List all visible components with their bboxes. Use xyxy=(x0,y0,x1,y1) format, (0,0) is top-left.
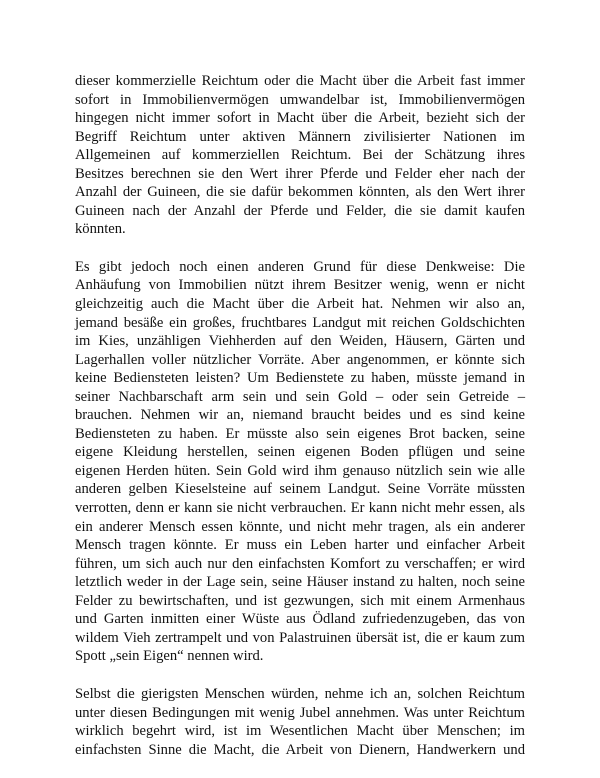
text-line: hingegen nicht immer sofort in Macht über die Arbeit, bezieht sich der xyxy=(75,110,525,127)
text-line: jemand besäße ein großes, fruchtbares Landgut mit reichen Goldschichten xyxy=(75,314,525,331)
text-line: Begriff Reichtum unter aktiven Männern zivilisierter Nationen im xyxy=(75,128,525,145)
text-line: keine Bediensteten leisten? Um Bedienstete zu haben, müsste jemand in xyxy=(75,370,525,387)
text-line: wildem Vieh zertrampelt und von Palastruinen übersät ist, die er kaum zum xyxy=(75,629,525,646)
text-line: Felder zu bewirtschaften, und ist gezwungen, sich mit einem Armenhaus xyxy=(75,592,525,609)
text-line: brauchen. Nehmen wir an, niemand braucht beides und es sind keine xyxy=(75,407,525,424)
text-line: ein anderer Mensch essen könnte, und nicht mehr tragen, als ein anderer xyxy=(75,518,525,535)
text-line: unter diesen Bedingungen mit wenig Jubel annehmen. Was unter Reichtum xyxy=(75,704,525,721)
text-line: verrotten, denn er kann sie nicht verbrauchen. Er kann nicht mehr essen, als xyxy=(75,500,525,517)
text-line: eigene Kleidung herstellen, seinen eigenen Boden pflügen und seine xyxy=(75,444,525,461)
text-line: im Kies, unzähligen Viehherden auf den Weiden, Häusern, Gärten und xyxy=(75,333,525,350)
text-line: könnten. xyxy=(75,221,126,238)
text-line: sofort in Immobilienvermögen umwandelbar ist, Immobilienvermögen xyxy=(75,91,525,108)
text-line: führen, um sich auch nur den einfachsten Komfort zu verschaffen; er wird xyxy=(75,555,525,572)
text-line: Spott „sein Eigen“ nennen wird. xyxy=(75,648,264,665)
text-line: eigenen Herden hüten. Sein Gold wird ihm genauso nützlich sein wie alle xyxy=(75,462,525,479)
text-line: Selbst die gierigsten Menschen würden, nehme ich an, solchen Reichtum xyxy=(75,685,525,702)
text-line: letztlich weder in der Lage sein, seine Häuser instand zu halten, noch seine xyxy=(75,574,525,591)
text-line: Anhäufung von Immobilien nützt ihrem Besitzer wenig, wenn er nicht xyxy=(75,277,525,294)
text-line: Mensch tragen könnte. Er muss ein Leben harter und einfacher Arbeit xyxy=(75,537,525,554)
text-line: einfachsten Sinne die Macht, die Arbeit von Dienern, Handwerkern und xyxy=(75,741,525,758)
paragraph-1 xyxy=(75,72,525,239)
text-line: Besitzes berechnen sie den Wert ihrer Pferde und Felder eher nach der xyxy=(75,165,525,182)
paragraph-2 xyxy=(75,258,525,666)
document-page xyxy=(75,72,525,778)
text-line: anderen gelben Kieselsteine auf seinem Landgut. Seine Vorräte müssten xyxy=(75,481,525,498)
text-line: Allgemeinen auf kommerziellen Reichtum. Bei der Schätzung ihres xyxy=(75,147,525,164)
text-line: Es gibt jedoch noch einen anderen Grund für diese Denkweise: Die xyxy=(75,258,525,275)
text-line: Anzahl der Guineen, die sie dafür bekommen könnten, als den Wert ihrer xyxy=(75,184,525,201)
text-line: Lagerhallen voller nützlicher Vorräte. Aber angenommen, er könnte sich xyxy=(75,351,525,368)
text-line: Bediensteten zu haben. Er müsste also sein eigenes Brot backen, seine xyxy=(75,425,525,442)
text-line: dieser kommerzielle Reichtum oder die Macht über die Arbeit fast immer xyxy=(75,73,525,89)
text-line: und Garten inmitten einer Wüste aus Ödland zufriedenzugeben, das von xyxy=(75,611,525,628)
paragraph-3 xyxy=(75,685,525,759)
text-line: wirklich begehrt wird, ist im Wesentlichen Macht über Menschen; im xyxy=(75,723,525,740)
text-line: Guineen nach der Anzahl der Pferde und Felder, die sie damit kaufen xyxy=(75,202,525,219)
text-line: seiner Nachbarschaft arm sein und sein Gold – oder sein Getreide – xyxy=(75,388,525,405)
text-line: gleichzeitig auch die Macht über die Arbeit hat. Nehmen wir also an, xyxy=(75,296,525,313)
